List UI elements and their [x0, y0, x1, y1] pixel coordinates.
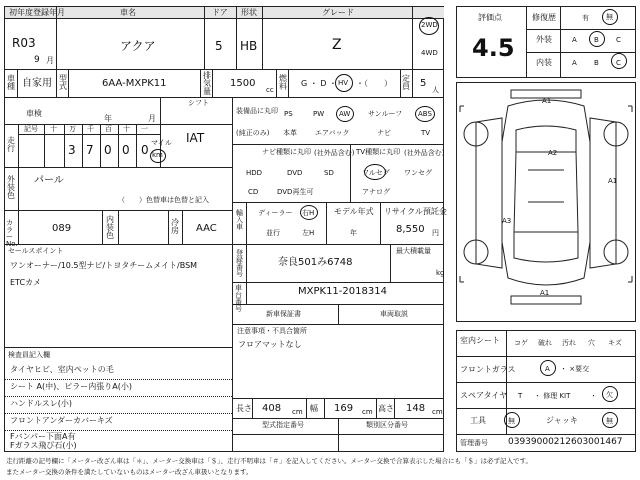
- diagram-mark-a1-right: A1: [608, 177, 618, 185]
- cc-unit: cc: [266, 86, 274, 94]
- interior-label: 内装: [536, 58, 552, 67]
- tv-fullseg: フルセグ: [362, 169, 390, 177]
- equipment-sub: (純正のみ): [236, 129, 270, 137]
- nav-cd: CD: [248, 188, 259, 196]
- import-label: 輸入車: [236, 209, 243, 231]
- mileage-digit-2: 7: [86, 143, 94, 157]
- car-name-label: 車名: [120, 8, 136, 17]
- import-left: 左H: [302, 229, 315, 237]
- digit-header-3: 千: [87, 125, 94, 133]
- use-value: 自家用: [22, 78, 52, 89]
- type-no-label: 型式指定番号: [262, 421, 304, 429]
- grade-value: Z: [332, 37, 342, 53]
- interior-c: C: [616, 59, 621, 67]
- inspector-note-2: シート A(中)、ピラー内張りA(小): [10, 382, 132, 391]
- capacity-label: 定員: [402, 74, 410, 91]
- shape-value: HB: [240, 39, 258, 53]
- digit-header-2: 万: [69, 125, 76, 133]
- color-value: パール: [34, 175, 64, 186]
- interior-a: A: [572, 59, 577, 67]
- equip-tv: TV: [421, 129, 431, 137]
- plate-value: 奈良501み6748: [278, 257, 353, 268]
- exterior-label: 外装: [536, 35, 552, 44]
- equip-sunroof: サンルーフ: [368, 110, 403, 118]
- sheet-tear: 破れ: [538, 339, 552, 347]
- notes-label: 注意事項・不具合箇所: [237, 327, 307, 335]
- exterior-b: B: [594, 36, 599, 44]
- warranty-label: 新車保証書: [266, 310, 301, 318]
- height-value: 148: [406, 403, 426, 414]
- equipment-label: 装備品に丸印: [236, 107, 278, 115]
- recycle-value: 8,550: [396, 224, 425, 235]
- length-label: 長さ: [236, 404, 252, 413]
- spare-dot: ・: [590, 392, 597, 400]
- front-glass-label: フロントガラス: [460, 365, 516, 374]
- manage-no-label: 管理番号: [460, 439, 488, 447]
- doors-value: 5: [215, 39, 223, 53]
- inspection-month-unit: 月: [148, 114, 156, 123]
- capacity-unit: 人: [432, 86, 439, 94]
- manual-label: 車両取説: [380, 310, 408, 318]
- grade-label: グレード: [322, 8, 354, 17]
- inspector-note-3: ハンドルスレ(小): [10, 399, 73, 408]
- diagram-mark-a2: A2: [548, 149, 558, 157]
- shift-value: IAT: [186, 131, 205, 145]
- length-unit: cm: [292, 408, 303, 416]
- reg-year: R03: [12, 36, 36, 50]
- equip-navi: ナビ: [377, 129, 391, 137]
- recycle-label: リサイクル預託金: [384, 207, 447, 216]
- nav-hdd: HDD: [246, 169, 263, 177]
- drive-2wd: 2WD: [421, 21, 438, 29]
- sales-point-label: セールスポイント: [8, 247, 64, 255]
- exterior-a: A: [572, 36, 577, 44]
- front-glass-x: ・ ×要交: [560, 365, 590, 373]
- model-year-unit: 年: [350, 229, 357, 237]
- reg-month-unit: 月: [46, 56, 54, 65]
- digit-header-5: 十: [123, 125, 130, 133]
- recycle-unit: 円: [432, 229, 439, 237]
- max-load-label: 最大積載量: [396, 247, 431, 255]
- model-value: 6AA-MXPK11: [102, 78, 167, 89]
- mile-unit: マイル: [151, 139, 172, 147]
- fuel-options: G ・ D ・: [301, 79, 337, 88]
- tools-label: 工具: [470, 416, 486, 425]
- mileage-digit-1: 3: [68, 143, 76, 157]
- tools-none: 無: [508, 417, 515, 425]
- interior-sheet-label: 室内シート: [460, 336, 500, 345]
- drive-4wd: 4WD: [421, 49, 438, 57]
- class-no-label: 類別区分番号: [366, 421, 408, 429]
- notes-text: フロアマットなし: [238, 340, 302, 349]
- import-right: 右H: [302, 209, 315, 217]
- nav-type-label: ナビ種類に丸印: [262, 148, 311, 156]
- nav-dvd: DVD: [287, 169, 303, 177]
- tv-analog: アナログ: [362, 188, 390, 196]
- equip-aw: AW: [339, 110, 351, 118]
- width-unit: cm: [362, 408, 373, 416]
- fuel-label: 燃料: [279, 74, 287, 91]
- sales-point-line-1: ワンオーナー/10.5型ナビ/トヨタチームメイト/BSM: [10, 261, 198, 270]
- equip-pw: PW: [313, 110, 325, 118]
- color-no-value: 089: [52, 223, 72, 234]
- doors-label: ドア: [212, 8, 228, 17]
- max-load-unit: kg: [436, 269, 445, 277]
- car-name: アクア: [120, 39, 156, 53]
- sheet-hole: 穴: [588, 339, 595, 347]
- reg-month: 9: [34, 55, 40, 65]
- nav-dvd-play: DVD再生可: [277, 188, 314, 196]
- sheet-burn: コゲ: [514, 339, 528, 347]
- front-glass-a: A: [545, 365, 550, 373]
- shift-label: シフト: [188, 99, 209, 107]
- sheet-scratch: キズ: [608, 339, 622, 347]
- ac-value: AAC: [196, 223, 217, 234]
- mileage-digit-4: 0: [122, 143, 130, 157]
- fuel-hv: HV: [338, 79, 349, 87]
- inspector-notes-label: 検査員記入欄: [8, 351, 50, 359]
- equip-leather: 本革: [283, 129, 297, 137]
- footer-note-2: またメーター交換の条件を満たしていないものはメーター改ざん車扱いとなります。: [6, 468, 253, 476]
- repair-no: 無: [606, 13, 613, 21]
- displacement-label: 排気量: [203, 71, 211, 96]
- nav-sd: SD: [324, 169, 334, 177]
- jack-label: ジャッキ: [546, 416, 578, 425]
- inspector-note-1: タイヤヒビ、室内ペットの毛: [10, 365, 114, 374]
- spare-kit: ・ 修理 KIT: [534, 392, 571, 400]
- inspector-note-5: Fバンパー下面A有: [10, 432, 76, 441]
- shape-label: 形状: [241, 8, 257, 17]
- reg-date-label: 初年度登録年月: [9, 8, 65, 17]
- vehicle-kind-label: 車種: [7, 74, 15, 91]
- tv-oneseg: ワンセグ: [404, 169, 432, 177]
- digit-header-1: 十: [50, 125, 57, 133]
- height-unit: cm: [432, 408, 443, 416]
- score-label: 評価点: [478, 13, 502, 22]
- model-year-label: モデル年式: [334, 207, 374, 216]
- repair-label: 修復歴: [532, 13, 556, 22]
- chassis-value: MXPK11-2018314: [298, 286, 387, 297]
- inspector-note-4: フロントアンダーカバーキズ: [10, 416, 113, 425]
- model-label: 型式: [59, 74, 67, 91]
- diagram-mark-a3: A3: [502, 217, 512, 225]
- tv-type-sub: (社外品含む): [404, 149, 445, 157]
- capacity-value: 5: [420, 78, 427, 89]
- import-dealer: ディーラー: [258, 209, 293, 217]
- mileage-digit-3: 0: [104, 143, 112, 157]
- color-label: 外装色: [7, 175, 15, 200]
- inspection-year-unit: 年: [104, 114, 112, 123]
- interior-color-label: 内装色: [106, 215, 114, 240]
- import-parallel: 並行: [266, 229, 280, 237]
- equip-ps: PS: [284, 110, 293, 118]
- footer-note-1: 走行距離の記号欄に「メーター改ざん車は「＊」、メーター交換車は「＄」、走行不明車は「＃」を記入してください。メーター交換で合算表示した場合にも「＄」は必ず記入です。: [6, 457, 532, 465]
- mileage-label: 走行: [7, 136, 15, 153]
- inspection-label: 車検: [26, 109, 42, 118]
- tv-type-label: TV種類に丸印: [356, 148, 401, 156]
- length-value: 408: [262, 403, 282, 414]
- ac-label: 冷房: [171, 218, 179, 235]
- digit-header-6: 一: [141, 125, 148, 133]
- digit-header-4: 百: [105, 125, 112, 133]
- km-unit: km: [152, 151, 163, 159]
- displacement-value: 1500: [230, 78, 256, 89]
- score-value: 4.5: [472, 34, 515, 62]
- fuel-other: ・（ ）: [356, 79, 392, 88]
- height-label: 高さ: [378, 404, 394, 413]
- manage-no-value: 0393900021260300​1467: [508, 437, 623, 447]
- equip-airbag: エアバック: [315, 129, 350, 137]
- interior-b: B: [594, 59, 599, 67]
- repair-yes: 有: [582, 14, 589, 22]
- diagram-mark-a1-rear: A1: [540, 289, 550, 297]
- inspector-note-6: Fガラス飛び石(小): [10, 441, 77, 450]
- color-no-label: カラーNo.: [6, 219, 18, 248]
- mileage-digit-5: 0: [141, 143, 149, 157]
- width-label: 幅: [310, 404, 318, 413]
- width-value: 169: [334, 403, 354, 414]
- sheet-dirt: 汚れ: [562, 339, 576, 347]
- spare-label: スペアタイヤ: [460, 391, 508, 400]
- chassis-label: 車台番号: [235, 284, 242, 313]
- color-note: （ ）色替車は色替と記入: [118, 196, 209, 204]
- sales-point-line-2: ETCカメ: [10, 278, 42, 287]
- car-outline-diagram: [456, 82, 636, 322]
- nav-type-sub: (社外品含む): [314, 149, 355, 157]
- exterior-c: C: [616, 36, 621, 44]
- jack-none: 無: [606, 417, 613, 425]
- diagram-mark-a1-front: A1: [542, 97, 552, 105]
- spare-none: 欠: [606, 391, 613, 399]
- equip-abs: ABS: [418, 110, 432, 118]
- plate-label: 登録番号: [236, 249, 243, 278]
- spare-t: T: [518, 392, 523, 400]
- digit-header-0: 記号: [24, 125, 38, 133]
